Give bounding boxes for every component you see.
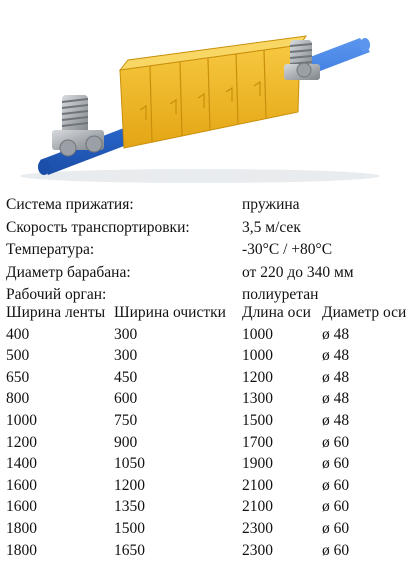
table-cell: ø 48 bbox=[322, 347, 350, 365]
spec-value: от 220 до 340 мм bbox=[242, 263, 354, 281]
table-cell: 1000 bbox=[242, 325, 273, 343]
column-header: Ширина ленты bbox=[6, 304, 106, 321]
table-row bbox=[6, 345, 410, 367]
table-cell: 300 bbox=[114, 325, 138, 343]
table-cell: 1300 bbox=[242, 390, 273, 408]
table-cell: 600 bbox=[114, 390, 138, 408]
table-cell: ø 60 bbox=[322, 433, 350, 451]
spec-row bbox=[6, 217, 406, 240]
table-row bbox=[6, 453, 410, 475]
spec-label: Скорость транспортировки: bbox=[6, 218, 190, 236]
spec-row bbox=[6, 262, 406, 285]
spec-value: -30°С / +80°С bbox=[242, 241, 333, 258]
column-header: Длина оси bbox=[242, 304, 311, 321]
specifications bbox=[6, 194, 406, 307]
column-header: Ширина очистки bbox=[114, 304, 226, 321]
table-cell: 1500 bbox=[242, 411, 273, 429]
table-cell: 2300 bbox=[242, 541, 273, 559]
table-row bbox=[6, 540, 410, 561]
polyurethane-blade bbox=[120, 36, 306, 148]
table-cell: ø 48 bbox=[322, 411, 350, 429]
belt-cleaner-illustration bbox=[0, 0, 410, 190]
table-cell: 1700 bbox=[242, 433, 273, 451]
table-row bbox=[6, 388, 410, 410]
table-cell: 750 bbox=[114, 411, 138, 429]
table-cell: ø 60 bbox=[322, 476, 350, 494]
column-header: Диаметр оси bbox=[322, 304, 407, 321]
table-cell: 1200 bbox=[6, 433, 37, 451]
table-cell: ø 48 bbox=[322, 390, 350, 408]
table-cell: ø 48 bbox=[322, 325, 350, 343]
table-cell: 1800 bbox=[6, 519, 37, 537]
table-cell: 1500 bbox=[114, 519, 145, 537]
spec-row bbox=[6, 194, 406, 217]
table-cell: 1650 bbox=[114, 541, 145, 559]
table-cell: 1200 bbox=[114, 476, 145, 494]
table-row bbox=[6, 410, 410, 432]
table-cell: 1800 bbox=[6, 541, 37, 559]
table-cell: ø 60 bbox=[322, 498, 350, 516]
spec-label: Рабочий орган: bbox=[6, 286, 107, 303]
table-header-row bbox=[6, 302, 410, 324]
table-cell: 2100 bbox=[242, 498, 273, 516]
spec-row bbox=[6, 239, 406, 262]
table-cell: 300 bbox=[114, 347, 138, 365]
table-cell: 450 bbox=[114, 368, 138, 386]
spec-value: пружина bbox=[242, 196, 300, 213]
table-cell: ø 60 bbox=[322, 519, 350, 537]
table-row bbox=[6, 324, 410, 346]
table-row bbox=[6, 496, 410, 518]
spec-label: Система прижатия: bbox=[6, 196, 134, 213]
table-cell: 800 bbox=[6, 390, 30, 408]
tension-spring-left bbox=[52, 95, 104, 156]
table-row bbox=[6, 432, 410, 454]
table-cell: ø 60 bbox=[322, 541, 350, 559]
spec-value: полиуретан bbox=[242, 286, 319, 303]
table-cell: 1000 bbox=[242, 347, 273, 365]
table-cell: ø 60 bbox=[322, 455, 350, 473]
table-cell: 1600 bbox=[6, 498, 37, 516]
table-cell: 650 bbox=[6, 368, 30, 386]
spec-label: Температура: bbox=[6, 241, 95, 258]
table-cell: 1350 bbox=[114, 498, 145, 516]
table-cell: 2100 bbox=[242, 476, 273, 494]
table-cell: 500 bbox=[6, 347, 30, 365]
table-row bbox=[6, 475, 410, 497]
spec-label: Диаметр барабана: bbox=[6, 263, 131, 281]
table-cell: 900 bbox=[114, 433, 138, 451]
table-cell: 1900 bbox=[242, 455, 273, 473]
spec-value: 3,5 м/сек bbox=[242, 218, 301, 236]
dimensions-table bbox=[6, 302, 410, 561]
table-cell: 400 bbox=[6, 325, 30, 343]
table-row bbox=[6, 518, 410, 540]
table-cell: 1200 bbox=[242, 368, 273, 386]
table-cell: 1050 bbox=[114, 455, 145, 473]
table-cell: 1600 bbox=[6, 476, 37, 494]
table-cell: 1000 bbox=[6, 411, 37, 429]
table-row bbox=[6, 367, 410, 389]
table-cell: 1400 bbox=[6, 455, 37, 473]
table-cell: 2300 bbox=[242, 519, 273, 537]
table-cell: ø 48 bbox=[322, 368, 350, 386]
shadow bbox=[20, 169, 380, 183]
